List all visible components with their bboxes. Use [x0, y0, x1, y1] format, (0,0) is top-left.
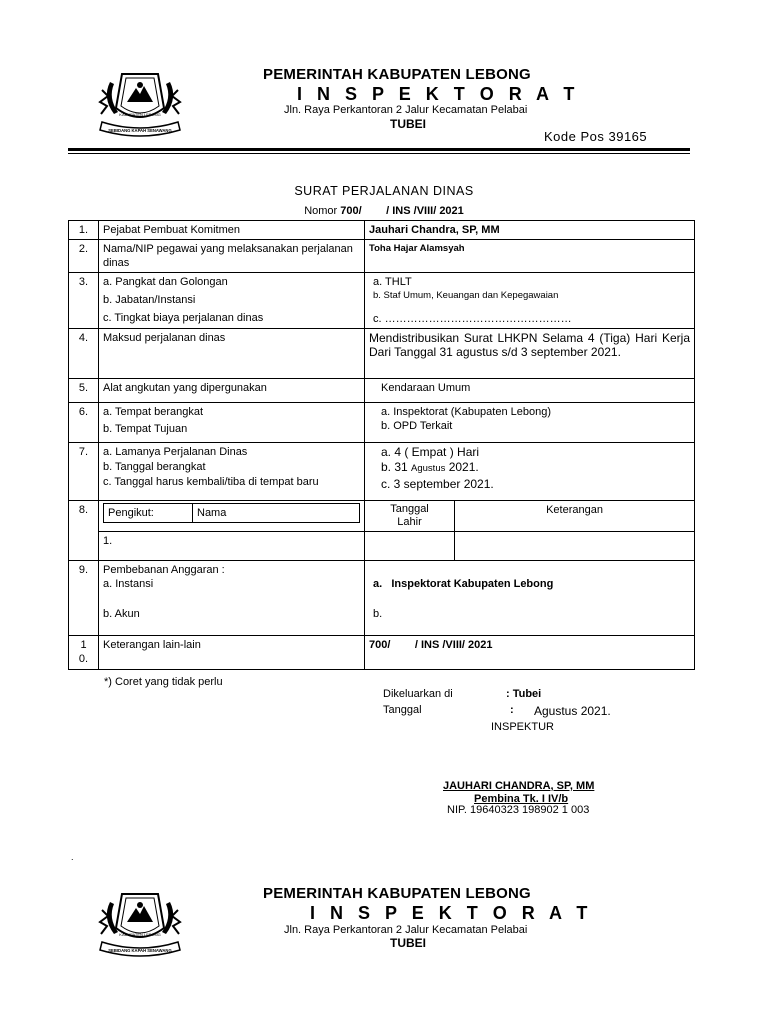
svg-text:SEBIDANG KAPAH SENAWANG: SEBIDANG KAPAH SENAWANG: [108, 128, 172, 133]
table-row: [69, 329, 695, 379]
number-label: Nomor: [304, 205, 338, 217]
row-value: a. Inspektorat Kabupaten Lebong b.: [365, 561, 695, 636]
row-value: a. Inspektorat (Kabupaten Lebong) b. OPD Terkait: [365, 403, 695, 443]
header-address: Jln. Raya Perkantoran 2 Jalur Kecamatan Pelabai: [284, 924, 528, 936]
row-number: 7.: [69, 443, 99, 501]
row-label: Pengikut: Nama: [99, 501, 365, 532]
svg-text:KABUPATEN LEBONG: KABUPATEN LEBONG: [119, 932, 161, 937]
row-number: 9.: [69, 561, 99, 636]
follower-remarks: [455, 532, 695, 561]
header-government: PEMERINTAH KABUPATEN LEBONG: [263, 885, 531, 902]
header-office: I N S P E K T O R A T: [297, 84, 580, 104]
row-number: 1 0.: [69, 636, 99, 670]
table-row: [69, 636, 695, 670]
row-value: 700/ / INS /VIII/ 2021: [365, 636, 695, 670]
table-row: [69, 273, 695, 329]
table-row: [69, 443, 695, 501]
row-number: 2.: [69, 240, 99, 273]
row-number: 1.: [69, 221, 99, 240]
follower-item: 1.: [99, 532, 365, 561]
table-row: [69, 403, 695, 443]
remarks-header: Keterangan: [455, 501, 695, 532]
row-value: Mendistribusikan Surat LHKPN Selama 4 (Tiga) Hari Kerja Dari Tanggal 31 agustus s/d 3 september 2021.: [365, 329, 695, 379]
row-label: Maksud perjalanan dinas: [99, 329, 365, 379]
row-label: Alat angkutan yang dipergunakan: [99, 379, 365, 403]
row-label: a. Pangkat dan Golongan b. Jabatan/Instansi c. Tingkat biaya perjalanan dinas: [99, 273, 365, 329]
lebong-regency-logo: [92, 888, 188, 968]
header-postal-code: Kode Pos 39165: [544, 129, 648, 144]
document-title: SURAT PERJALANAN DINAS: [294, 184, 474, 198]
row-number: 5.: [69, 379, 99, 403]
followers-name-header: Nama: [193, 504, 360, 523]
row-value: a. THLT b. Staf Umum, Keuangan dan Kepegawaian c. ……………………………………………: [365, 273, 695, 329]
row-value: a. 4 ( Empat ) Hari b. 31 Agustus 2021. c. 3 september 2021.: [365, 443, 695, 501]
row-label: a. Tempat berangkat b. Tempat Tujuan: [99, 403, 365, 443]
row-number: 4.: [69, 329, 99, 379]
table-row: [69, 532, 695, 561]
header-city: TUBEI: [390, 117, 426, 131]
row-number: 3.: [69, 273, 99, 329]
table-row: [69, 561, 695, 636]
lebong-regency-logo: [92, 68, 188, 148]
table-row: [69, 501, 695, 532]
table-row: [69, 379, 695, 403]
signer-rank: Pembina Tk. I IV/b: [474, 793, 569, 805]
row-number: 6.: [69, 403, 99, 443]
header-rule-thin: [68, 153, 690, 154]
signer-nip: NIP. 19640323 198902 1 003: [447, 804, 590, 816]
row-label: Nama/NIP pegawai yang melaksanakan perjalanan dinas: [99, 240, 365, 273]
date-colon: :: [510, 704, 514, 716]
header-city: TUBEI: [390, 936, 426, 950]
header-office: I N S P E K T O R A T: [310, 903, 593, 923]
header-government: PEMERINTAH KABUPATEN LEBONG: [263, 66, 531, 83]
svg-text:SEBIDANG KAPAH SENAWANG: SEBIDANG KAPAH SENAWANG: [108, 948, 172, 953]
date-value: Agustus 2021.: [534, 704, 611, 718]
issued-at-label: Dikeluarkan di: [383, 688, 453, 700]
row-value: Jauhari Chandra, SP, MM: [365, 221, 695, 240]
svg-text:KABUPATEN LEBONG: KABUPATEN LEBONG: [119, 112, 161, 117]
document-number: [0, 205, 768, 217]
table-row: [69, 221, 695, 240]
row-value: Toha Hajar Alamsyah: [365, 240, 695, 273]
table-row: [69, 240, 695, 273]
date-label: Tanggal: [383, 704, 422, 716]
footnote: *) Coret yang tidak perlu: [104, 676, 223, 688]
stray-mark: .: [71, 852, 74, 862]
travel-order-table: [68, 220, 695, 670]
row-label: Pejabat Pembuat Komitmen: [99, 221, 365, 240]
header-address: Jln. Raya Perkantoran 2 Jalur Kecamatan Pelabai: [284, 104, 528, 116]
row-number: 8.: [69, 501, 99, 561]
birthdate-header: Tanggal Lahir: [365, 501, 455, 532]
row-label: Keterangan lain-lain: [99, 636, 365, 670]
signer-name: JAUHARI CHANDRA, SP, MM: [443, 780, 595, 792]
row-label: a. Lamanya Perjalanan Dinas b. Tanggal berangkat c. Tanggal harus kembali/tiba di tempat baru: [99, 443, 365, 501]
signer-position: INSPEKTUR: [491, 721, 554, 733]
follower-birthdate: [365, 532, 455, 561]
issued-at-value: : Tubei: [506, 688, 542, 700]
header-rule-thick: [68, 148, 690, 151]
number-value: 700/ / INS /VIII/ 2021: [340, 205, 464, 217]
row-value: Kendaraan Umum: [365, 379, 695, 403]
row-label: Pembebanan Anggaran : a. Instansi b. Akun: [99, 561, 365, 636]
